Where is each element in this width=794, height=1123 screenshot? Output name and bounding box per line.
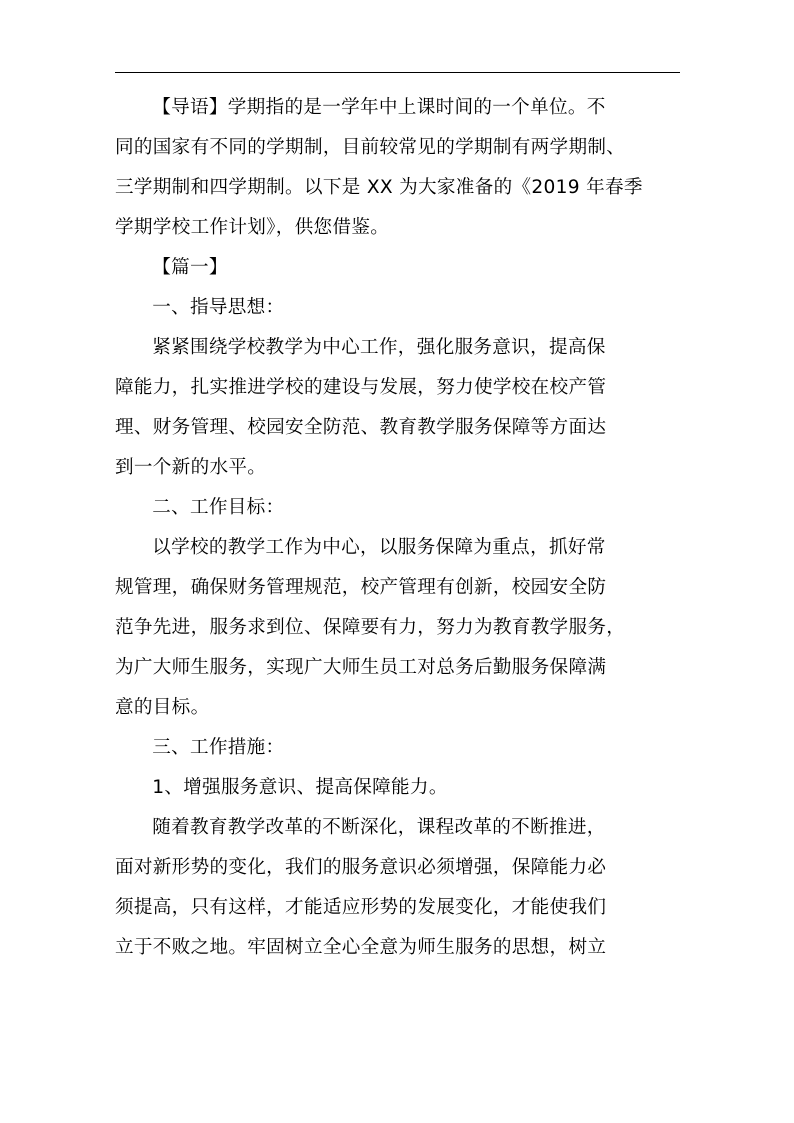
text-line: 规管理，确保财务管理规范，校产管理有创新，校园安全防 (115, 577, 607, 598)
text-line: 同的国家有不同的学期制，目前较常见的学期制有两学期制、 (115, 137, 626, 158)
paragraph (115, 288, 680, 328)
paragraph (115, 488, 680, 528)
text-line: 三、工作措施： (152, 737, 285, 758)
paragraph (115, 768, 680, 808)
paragraph (115, 528, 680, 728)
paragraph (115, 808, 680, 968)
text-line: 紧紧围绕学校教学为中心工作，强化服务意识，提高保 (152, 337, 606, 358)
text-line: 学期学校工作计划》，供您借鉴。 (115, 217, 390, 238)
text-line: 三学期制和四学期制。以下是 XX 为大家准备的《2019 年春季 (115, 177, 643, 198)
text-line: 一、指导思想： (152, 297, 285, 318)
text-line: 意的目标。 (115, 697, 210, 718)
text-line: 障能力，扎实推进学校的建设与发展，努力使学校在校产管 (115, 377, 607, 398)
text-line: 范争先进，服务求到位、保障要有力，努力为教育教学服务， (115, 617, 626, 638)
paragraph (115, 248, 680, 288)
text-line: 【导语】学期指的是一学年中上课时间的一个单位。不 (152, 97, 606, 118)
text-line: 以学校的教学工作为中心，以服务保障为重点，抓好常 (152, 537, 606, 558)
header-rule (115, 72, 680, 73)
paragraph (115, 728, 680, 768)
text-line: 随着教育教学改革的不断深化，课程改革的不断推进， (152, 817, 606, 838)
text-line: 理、财务管理、校园安全防范、教育教学服务保障等方面达 (115, 417, 607, 438)
text-line: 须提高，只有这样，才能适应形势的发展变化，才能使我们 (115, 897, 607, 918)
text-line: 立于不败之地。牢固树立全心全意为师生服务的思想，树立 (115, 937, 607, 958)
text-line: 到一个新的水平。 (115, 457, 267, 478)
text-line: 二、工作目标： (152, 497, 285, 518)
paragraph (115, 328, 680, 488)
text-line: 面对新形势的变化，我们的服务意识必须增强，保障能力必 (115, 857, 607, 878)
document-body (115, 88, 680, 968)
text-line: 1、增强服务意识、提高保障能力。 (152, 777, 448, 798)
text-line: 为广大师生服务，实现广大师生员工对总务后勤服务保障满 (115, 657, 607, 678)
paragraph (115, 88, 680, 248)
text-line: 【篇一】 (152, 257, 228, 278)
